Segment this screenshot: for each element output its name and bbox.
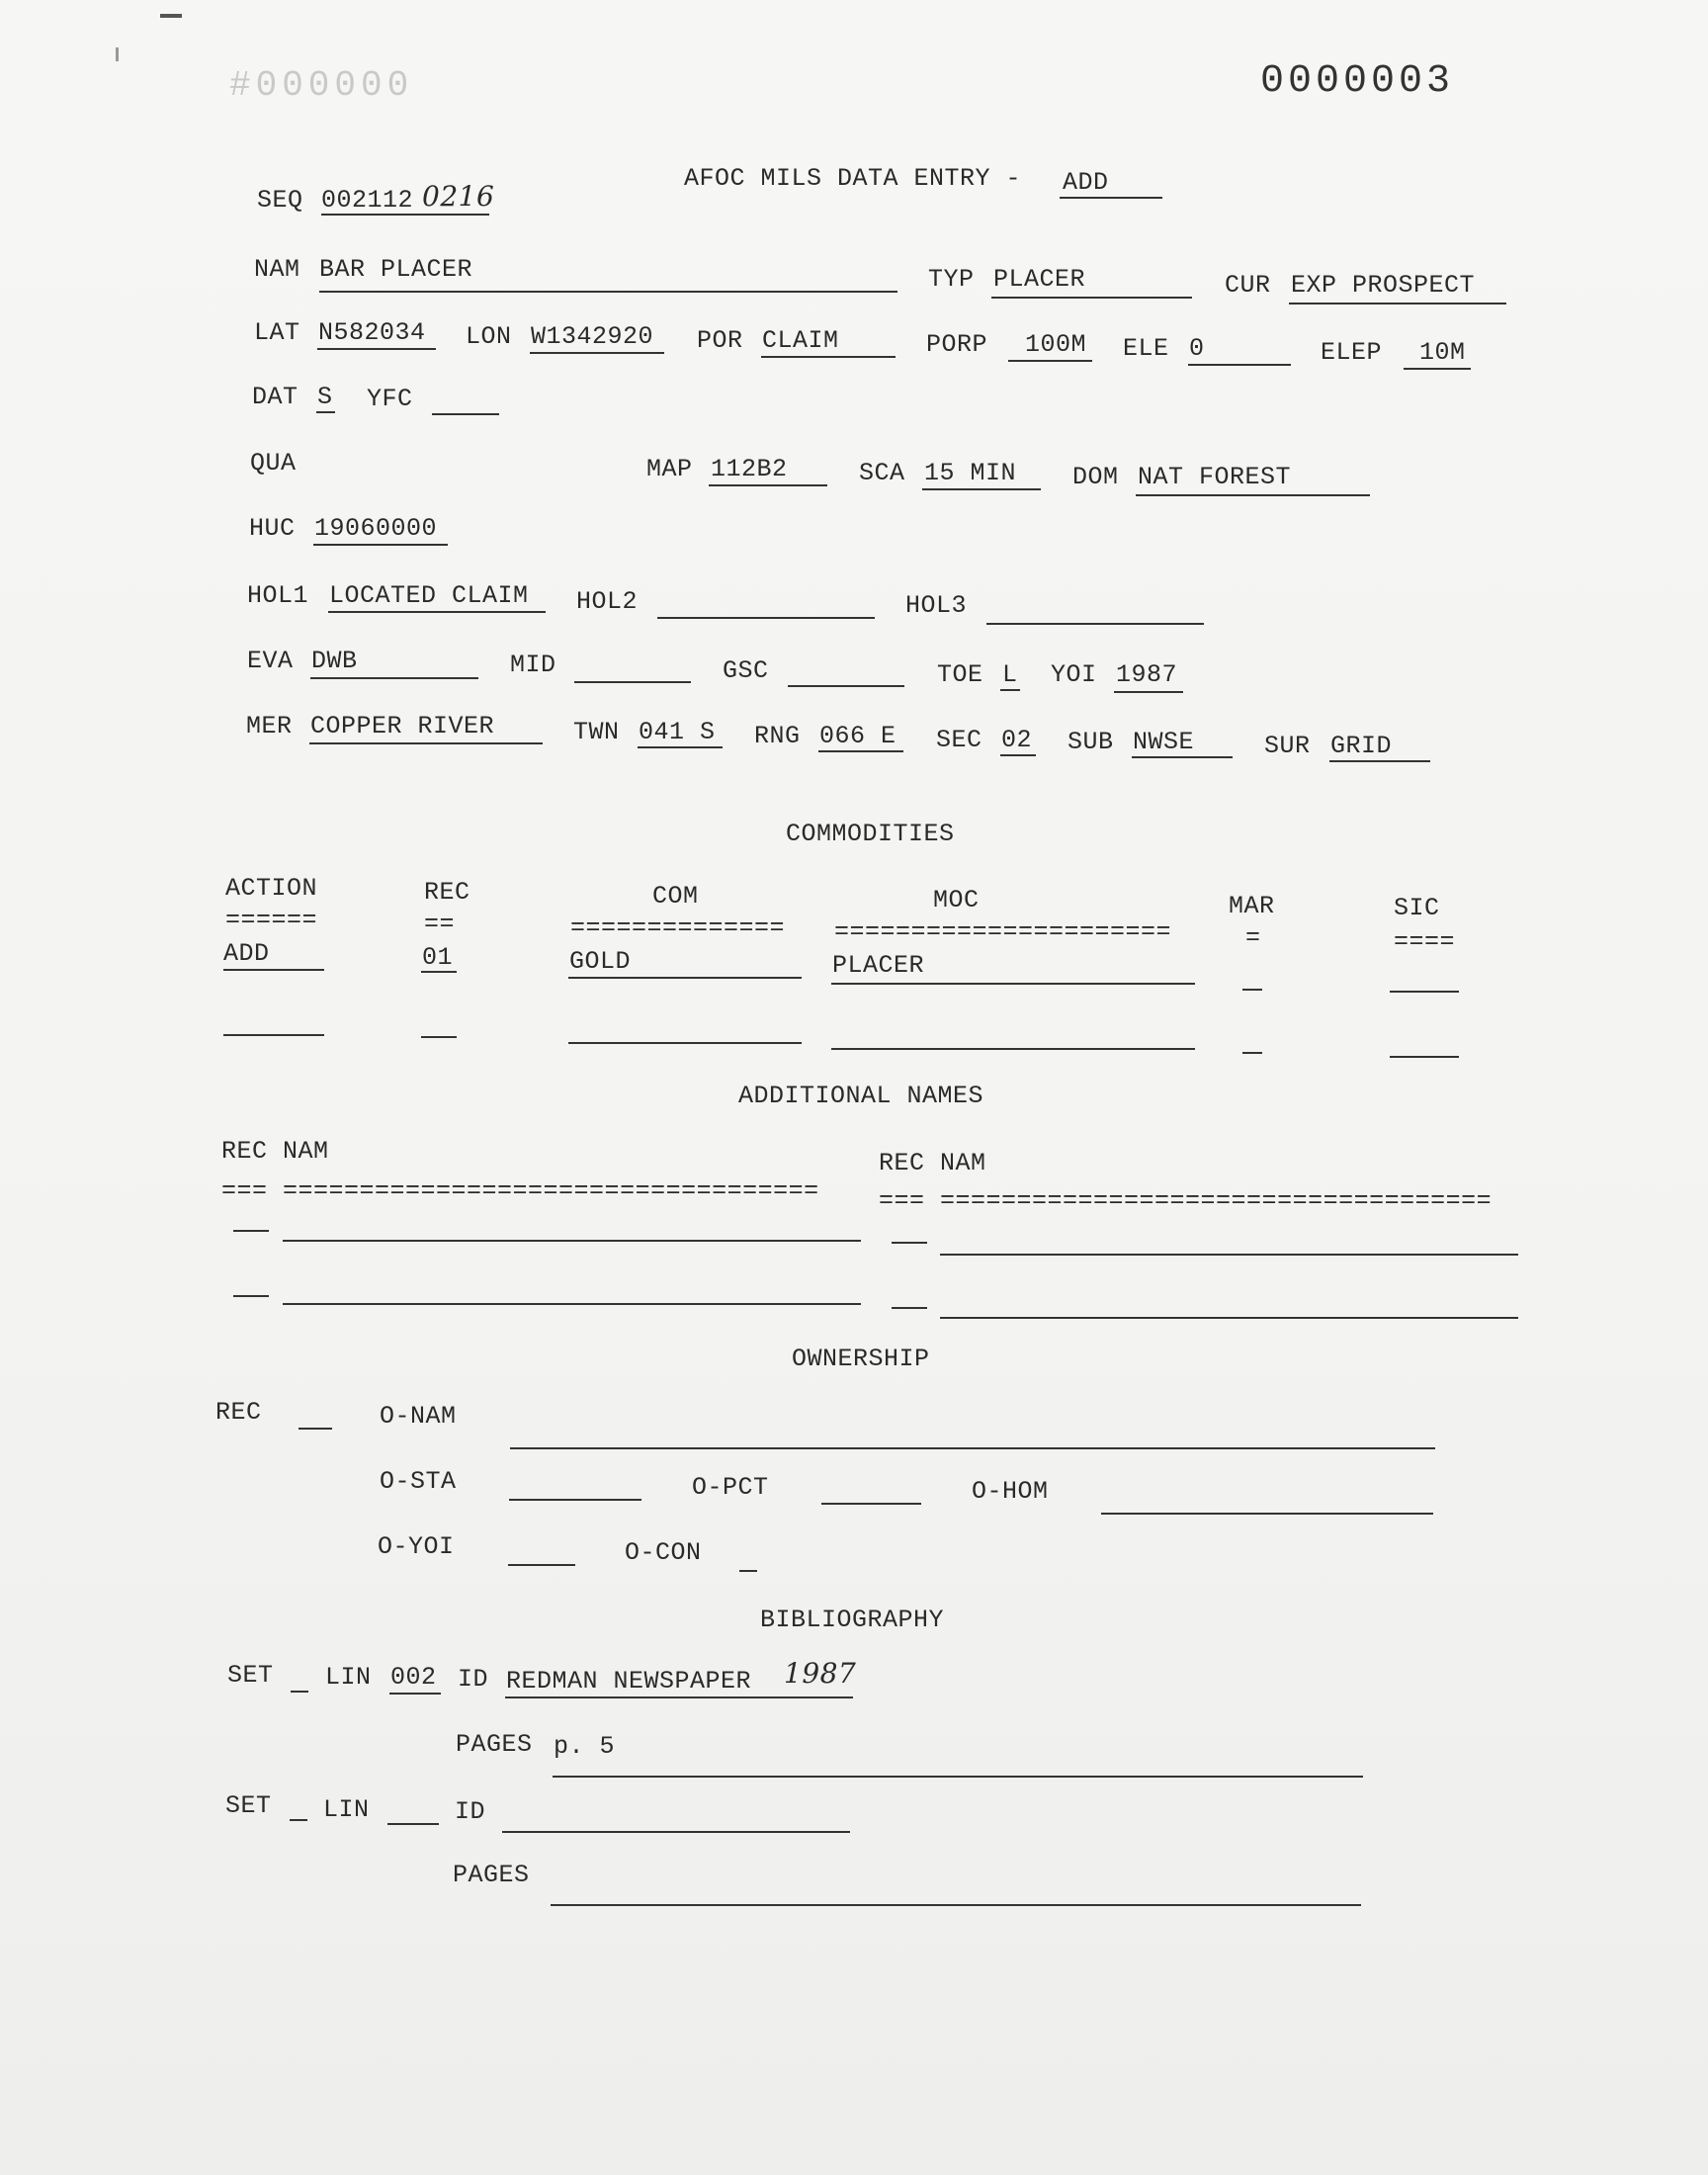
eva-line	[310, 677, 478, 679]
bib2-set-line	[290, 1819, 307, 1821]
rng-value[interactable]: 066 E	[819, 722, 897, 750]
commodity-row1-sic-line	[1390, 991, 1459, 993]
additional-names-heading: ADDITIONAL NAMES	[738, 1082, 984, 1110]
col-sic-eq: ====	[1394, 927, 1456, 956]
huc-label: HUC	[249, 514, 296, 543]
seq-handwritten: 0216	[422, 180, 495, 213]
yoi-label: YOI	[1051, 660, 1097, 689]
seq-label: SEQ	[257, 186, 303, 215]
commodity-row1-action[interactable]: ADD	[223, 939, 270, 968]
col-moc-eq: ======================	[834, 917, 1172, 946]
cur-line	[1289, 303, 1506, 304]
owner-ohom-line	[1101, 1513, 1433, 1515]
rng-line	[818, 750, 903, 752]
add-name-row1-right-rec-line	[892, 1242, 927, 1244]
commodity-row2-moc-line	[831, 1048, 1195, 1050]
owner-osta-line	[509, 1499, 641, 1501]
commodity-row2-mar-line	[1242, 1052, 1262, 1054]
map-label: MAP	[646, 455, 693, 483]
owner-oyoi-line	[508, 1564, 575, 1566]
por-value[interactable]: CLAIM	[762, 326, 839, 355]
mid-label: MID	[510, 651, 556, 679]
owner-onam-line	[510, 1447, 1435, 1449]
cur-value[interactable]: EXP PROSPECT	[1291, 271, 1476, 300]
owner-onam-label: O-NAM	[380, 1402, 457, 1431]
hol3-label: HOL3	[905, 591, 968, 620]
ele-label: ELE	[1123, 334, 1169, 363]
dat-line	[316, 411, 335, 413]
add-name-row1-left-nam-line	[283, 1240, 861, 1242]
lon-value[interactable]: W1342920	[531, 322, 654, 351]
typ-label: TYP	[928, 265, 975, 294]
twn-label: TWN	[573, 718, 620, 746]
commodity-row2-com-line	[568, 1042, 802, 1044]
commodity-row2-sic-line	[1390, 1056, 1459, 1058]
document-number: 0000003	[1260, 59, 1455, 104]
owner-ocon-label: O-CON	[625, 1538, 702, 1567]
owner-ocon-line	[739, 1570, 757, 1572]
add-names-header-left: REC NAM	[221, 1137, 329, 1166]
hol3-line	[986, 623, 1204, 625]
commodity-row1-action-line	[223, 969, 324, 971]
bib2-lin-line	[387, 1823, 439, 1825]
ele-line	[1188, 364, 1291, 366]
hol1-line	[328, 611, 546, 613]
eva-value[interactable]: DWB	[311, 647, 358, 675]
col-mar: MAR	[1229, 892, 1275, 920]
bib2-set-label: SET	[225, 1791, 272, 1820]
bib1-id-line	[505, 1696, 853, 1698]
col-mar-eq: =	[1245, 923, 1261, 952]
gsc-line	[788, 685, 904, 687]
lon-label: LON	[466, 322, 512, 351]
add-names-eq-right: === ====================================	[879, 1186, 1493, 1215]
commodity-row1-com[interactable]: GOLD	[569, 947, 632, 976]
sub-line	[1132, 756, 1233, 758]
yoi-line	[1114, 691, 1183, 693]
bib1-lin-label: LIN	[325, 1663, 372, 1692]
bib2-lin-label: LIN	[323, 1795, 370, 1824]
bibliography-heading: BIBLIOGRAPHY	[760, 1606, 945, 1634]
sur-line	[1329, 760, 1430, 762]
por-line	[761, 356, 896, 358]
twn-value[interactable]: 041 S	[639, 718, 716, 746]
porp-label: PORP	[926, 330, 988, 359]
col-rec-eq: ==	[424, 910, 456, 938]
form-mode: ADD	[1063, 168, 1109, 197]
dom-value[interactable]: NAT FOREST	[1138, 463, 1292, 491]
por-label: POR	[697, 326, 743, 355]
yoi-value[interactable]: 1987	[1116, 660, 1178, 689]
typ-value[interactable]: PLACER	[993, 265, 1086, 294]
sca-value[interactable]: 15 MIN	[924, 459, 1017, 487]
owner-oyoi-label: O-YOI	[378, 1532, 455, 1561]
mer-value[interactable]: COPPER RIVER	[310, 712, 495, 740]
dom-label: DOM	[1072, 463, 1119, 491]
lon-line	[530, 352, 664, 354]
bib1-set-line	[291, 1691, 308, 1693]
bib1-lin-line	[389, 1693, 441, 1695]
bib2-pages-label: PAGES	[453, 1861, 530, 1889]
yfc-line	[432, 413, 499, 415]
add-name-row2-left-rec-line	[233, 1295, 269, 1297]
bib1-id-value[interactable]: REDMAN NEWSPAPER	[506, 1667, 752, 1696]
huc-line	[313, 544, 448, 546]
nam-value[interactable]: BAR PLACER	[319, 255, 473, 284]
yfc-label: YFC	[367, 385, 413, 413]
hol1-label: HOL1	[247, 581, 309, 610]
huc-value[interactable]: 19060000	[314, 514, 438, 543]
col-action: ACTION	[225, 874, 318, 903]
add-name-row2-left-nam-line	[283, 1303, 861, 1305]
col-com-eq: ==============	[570, 914, 786, 942]
add-names-eq-left: === ===================================	[221, 1176, 819, 1205]
col-com: COM	[652, 882, 699, 911]
commodities-heading: COMMODITIES	[786, 820, 955, 848]
owner-ohom-label: O-HOM	[972, 1477, 1049, 1506]
mid-line	[574, 681, 691, 683]
nam-line	[319, 291, 897, 293]
ghost-number: #000000	[229, 65, 414, 106]
hol2-label: HOL2	[576, 587, 639, 616]
commodity-row1-mar-line	[1242, 989, 1262, 991]
col-moc: MOC	[933, 886, 980, 914]
add-name-row2-right-nam-line	[940, 1317, 1518, 1319]
commodity-row1-com-line	[568, 977, 802, 979]
hol2-line	[657, 617, 875, 619]
sca-label: SCA	[859, 459, 905, 487]
seq-line	[321, 214, 489, 216]
dom-line	[1136, 494, 1370, 496]
bib2-id-label: ID	[455, 1797, 486, 1826]
col-rec: REC	[424, 878, 470, 907]
add-names-header-right: REC NAM	[879, 1149, 986, 1177]
bib1-lin-value[interactable]: 002	[390, 1663, 437, 1692]
ownership-heading: OWNERSHIP	[792, 1345, 930, 1373]
bib1-pages-value[interactable]: p. 5	[554, 1732, 616, 1761]
mer-label: MER	[246, 712, 293, 740]
sec-line	[1000, 754, 1036, 756]
toe-label: TOE	[937, 660, 983, 689]
owner-opct-line	[821, 1503, 921, 1505]
elep-value[interactable]: 10M	[1419, 338, 1466, 367]
bib2-pages-line	[551, 1904, 1361, 1906]
lat-label: LAT	[254, 318, 300, 347]
qua-label: QUA	[250, 449, 297, 478]
twn-line	[638, 746, 723, 748]
scan-mark	[116, 47, 119, 61]
hol1-value[interactable]: LOCATED CLAIM	[329, 581, 529, 610]
elep-line	[1404, 368, 1471, 370]
sec-value[interactable]: 02	[1001, 726, 1033, 754]
owner-osta-label: O-STA	[380, 1467, 457, 1496]
col-action-eq: ======	[225, 906, 318, 934]
commodity-row1-moc[interactable]: PLACER	[832, 951, 925, 980]
commodity-row2-action-line	[223, 1034, 324, 1036]
gsc-label: GSC	[723, 656, 769, 685]
mer-line	[309, 742, 543, 744]
bib1-id-handwritten: 1987	[784, 1657, 857, 1690]
scan-mark	[160, 14, 182, 18]
owner-opct-label: O-PCT	[692, 1473, 769, 1502]
add-name-row1-right-nam-line	[940, 1254, 1518, 1256]
form-mode-line	[1060, 197, 1162, 199]
bib2-id-line	[502, 1831, 850, 1833]
sub-value[interactable]: NWSE	[1133, 728, 1195, 756]
bib1-set-label: SET	[227, 1661, 274, 1690]
porp-line	[1008, 360, 1092, 362]
toe-value[interactable]: L	[1002, 660, 1018, 689]
sec-label: SEC	[936, 726, 982, 754]
owner-rec-line	[299, 1428, 332, 1430]
commodity-row1-moc-line	[831, 983, 1195, 985]
bib1-pages-line	[553, 1776, 1363, 1778]
dat-label: DAT	[252, 383, 299, 411]
seq-value[interactable]: 002112	[321, 186, 414, 215]
map-line	[709, 484, 827, 486]
lat-line	[317, 348, 436, 350]
sur-label: SUR	[1264, 732, 1311, 760]
map-value[interactable]: 112B2	[711, 455, 788, 483]
cur-label: CUR	[1225, 271, 1271, 300]
owner-rec-label: REC	[215, 1398, 262, 1427]
bib1-pages-label: PAGES	[456, 1730, 533, 1759]
toe-line	[1000, 689, 1020, 691]
elep-label: ELEP	[1321, 338, 1383, 367]
porp-value[interactable]: 100M	[1025, 330, 1087, 359]
rng-label: RNG	[754, 722, 801, 750]
ele-value[interactable]: 0	[1189, 334, 1205, 363]
commodity-row2-rec-line	[421, 1036, 457, 1038]
bib1-id-label: ID	[458, 1665, 489, 1694]
add-name-row1-left-rec-line	[233, 1230, 269, 1232]
lat-value[interactable]: N582034	[318, 318, 426, 347]
col-sic: SIC	[1394, 894, 1440, 922]
nam-label: NAM	[254, 255, 300, 284]
sur-value[interactable]: GRID	[1330, 732, 1393, 760]
eva-label: EVA	[247, 647, 294, 675]
form-title: AFOC MILS DATA ENTRY -	[684, 164, 1022, 193]
commodity-row1-rec[interactable]: 01	[422, 943, 454, 972]
add-name-row2-right-rec-line	[892, 1307, 927, 1309]
sca-line	[922, 488, 1041, 490]
typ-line	[991, 297, 1192, 299]
dat-value[interactable]: S	[317, 383, 333, 411]
sub-label: SUB	[1068, 728, 1114, 756]
commodity-row1-rec-line	[421, 971, 457, 973]
